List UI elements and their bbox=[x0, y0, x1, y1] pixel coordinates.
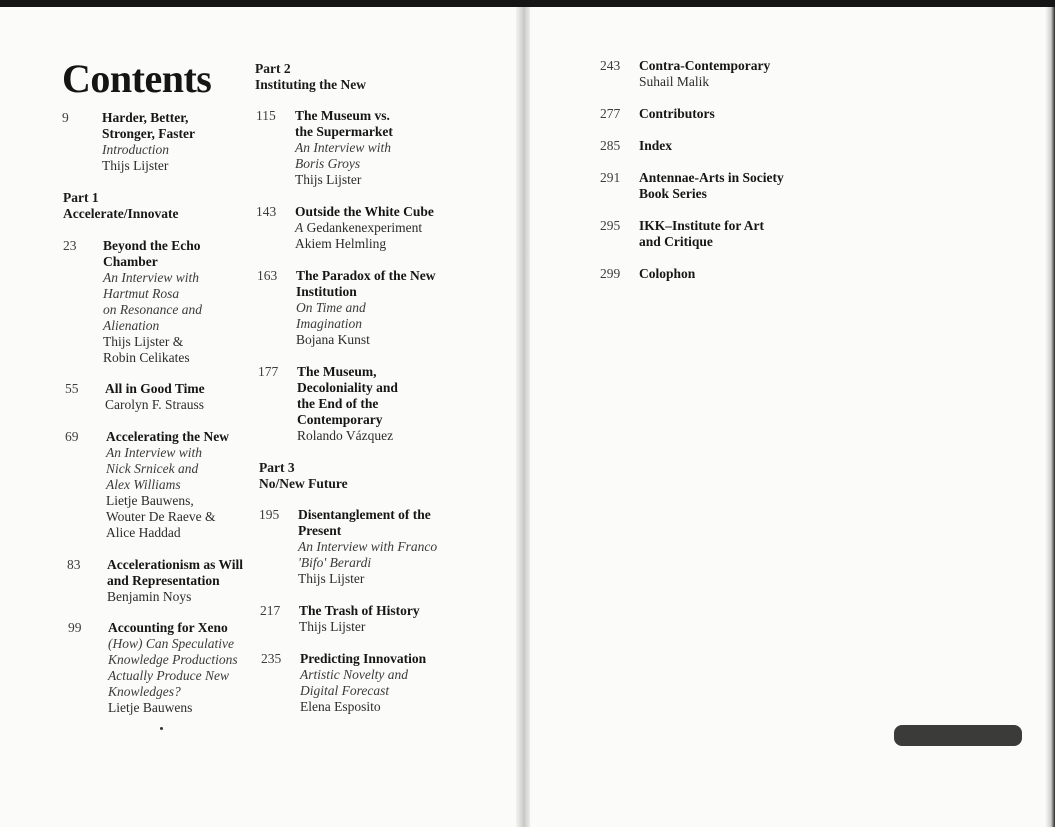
page-number: 69 bbox=[65, 429, 79, 444]
part-label: Part 2 bbox=[255, 61, 291, 76]
entry-title: IKK–Institute for Art and Critique bbox=[639, 218, 764, 249]
entry-subtitle: On Time and Imagination bbox=[296, 300, 366, 331]
page-number: 83 bbox=[67, 557, 81, 572]
entry-author: Lietje Bauwens bbox=[108, 700, 193, 715]
page-number: 277 bbox=[600, 106, 621, 121]
page-number: 177 bbox=[258, 364, 279, 379]
page-title: Contents bbox=[62, 56, 212, 101]
entry-subtitle: Artistic Novelty and Digital Forecast bbox=[300, 667, 408, 698]
page-number: 23 bbox=[63, 238, 77, 253]
scan-top-edge bbox=[0, 0, 1055, 7]
entry-title: All in Good Time bbox=[105, 381, 205, 396]
entry-title: The Museum vs. the Supermarket bbox=[295, 108, 393, 139]
entry-title: Beyond the Echo Chamber bbox=[103, 238, 201, 269]
entry-subtitle: Introduction bbox=[102, 142, 169, 157]
entry-title: Accelerating the New bbox=[106, 429, 229, 444]
entry-title: Colophon bbox=[639, 266, 696, 281]
entry-subtitle: An Interview with Nick Srnicek and Alex Williams bbox=[106, 445, 202, 492]
entry-title: The Museum, Decoloniality and the End of the Contemporary bbox=[297, 364, 398, 427]
page-number: 235 bbox=[261, 651, 282, 666]
entry-subtitle: An Interview with Hartmut Rosa on Resonance and Alienation bbox=[103, 270, 202, 333]
page-number: 217 bbox=[260, 603, 281, 618]
entry-author: Thijs Lijster bbox=[299, 619, 366, 634]
entry-author: Thijs Lijster bbox=[102, 158, 169, 173]
page-number: 99 bbox=[68, 620, 82, 635]
page-edge bbox=[1045, 7, 1055, 827]
entry-subtitle: An Interview with Boris Groys bbox=[295, 140, 391, 171]
part-label: Part 1 bbox=[63, 190, 99, 205]
part-title: No/New Future bbox=[259, 476, 348, 491]
page-number: 195 bbox=[259, 507, 280, 522]
page-number: 295 bbox=[600, 218, 621, 233]
entry-title: Antennae-Arts in Society Book Series bbox=[639, 170, 784, 201]
entry-author: Thijs Lijster bbox=[298, 571, 365, 586]
entry-author: Bojana Kunst bbox=[296, 332, 370, 347]
entry-author: Elena Esposito bbox=[300, 699, 381, 714]
entry-title: Index bbox=[639, 138, 673, 153]
entry-title: Outside the White Cube bbox=[295, 204, 434, 219]
entry-author: Rolando Vázquez bbox=[297, 428, 394, 443]
entry-author: Thijs Lijster bbox=[295, 172, 362, 187]
left-page bbox=[0, 7, 518, 827]
entry-author: Lietje Bauwens, Wouter De Raeve & Alice Haddad bbox=[106, 493, 216, 540]
page-number: 285 bbox=[600, 138, 621, 153]
entry-title: Harder, Better, Stronger, Faster bbox=[102, 110, 195, 141]
page-number: 55 bbox=[65, 381, 79, 396]
book-gutter bbox=[516, 7, 530, 827]
entry-subtitle: A bbox=[295, 220, 304, 235]
page-number: 299 bbox=[600, 266, 621, 281]
entry-author: Carolyn F. Strauss bbox=[105, 397, 205, 412]
entry-author: Benjamin Noys bbox=[107, 589, 192, 604]
entry-title: Accelerationism as Will and Representation bbox=[107, 557, 243, 588]
entry-title: Accounting for Xeno bbox=[108, 620, 228, 635]
entry-author: Gedankenexperiment Akiem Helmling bbox=[295, 220, 423, 251]
page-number: 143 bbox=[256, 204, 277, 219]
entry-subtitle: An Interview with Franco 'Bifo' Berardi bbox=[298, 539, 438, 570]
entry-author: Thijs Lijster & Robin Celikates bbox=[103, 334, 190, 365]
right-page bbox=[528, 7, 1045, 827]
part-title: Instituting the New bbox=[255, 77, 367, 92]
entry-title: Predicting Innovation bbox=[300, 651, 427, 666]
part-3-heading bbox=[259, 460, 348, 492]
entry-title: The Trash of History bbox=[299, 603, 420, 618]
page-number: 243 bbox=[600, 58, 621, 73]
ink-speck bbox=[160, 727, 163, 730]
part-title: Accelerate/Innovate bbox=[63, 206, 179, 221]
entry-author: Suhail Malik bbox=[639, 74, 710, 89]
part-label: Part 3 bbox=[259, 460, 295, 475]
page-number: 115 bbox=[256, 108, 276, 123]
page-number: 163 bbox=[257, 268, 278, 283]
part-1-heading bbox=[63, 190, 178, 222]
page-number: 291 bbox=[600, 170, 621, 185]
dark-tab-marker bbox=[894, 725, 1022, 746]
page-number: 9 bbox=[62, 110, 69, 125]
entry-title: Contributors bbox=[639, 106, 715, 121]
entry-subtitle: (How) Can Speculative Knowledge Productions Actually Produce New Knowledges? bbox=[108, 636, 238, 699]
entry-title: Contra-Contemporary bbox=[639, 58, 771, 73]
entry-title: Disentanglement of the Present bbox=[298, 507, 431, 538]
entry-title: The Paradox of the New Institution bbox=[296, 268, 436, 299]
part-2-heading bbox=[255, 61, 366, 93]
